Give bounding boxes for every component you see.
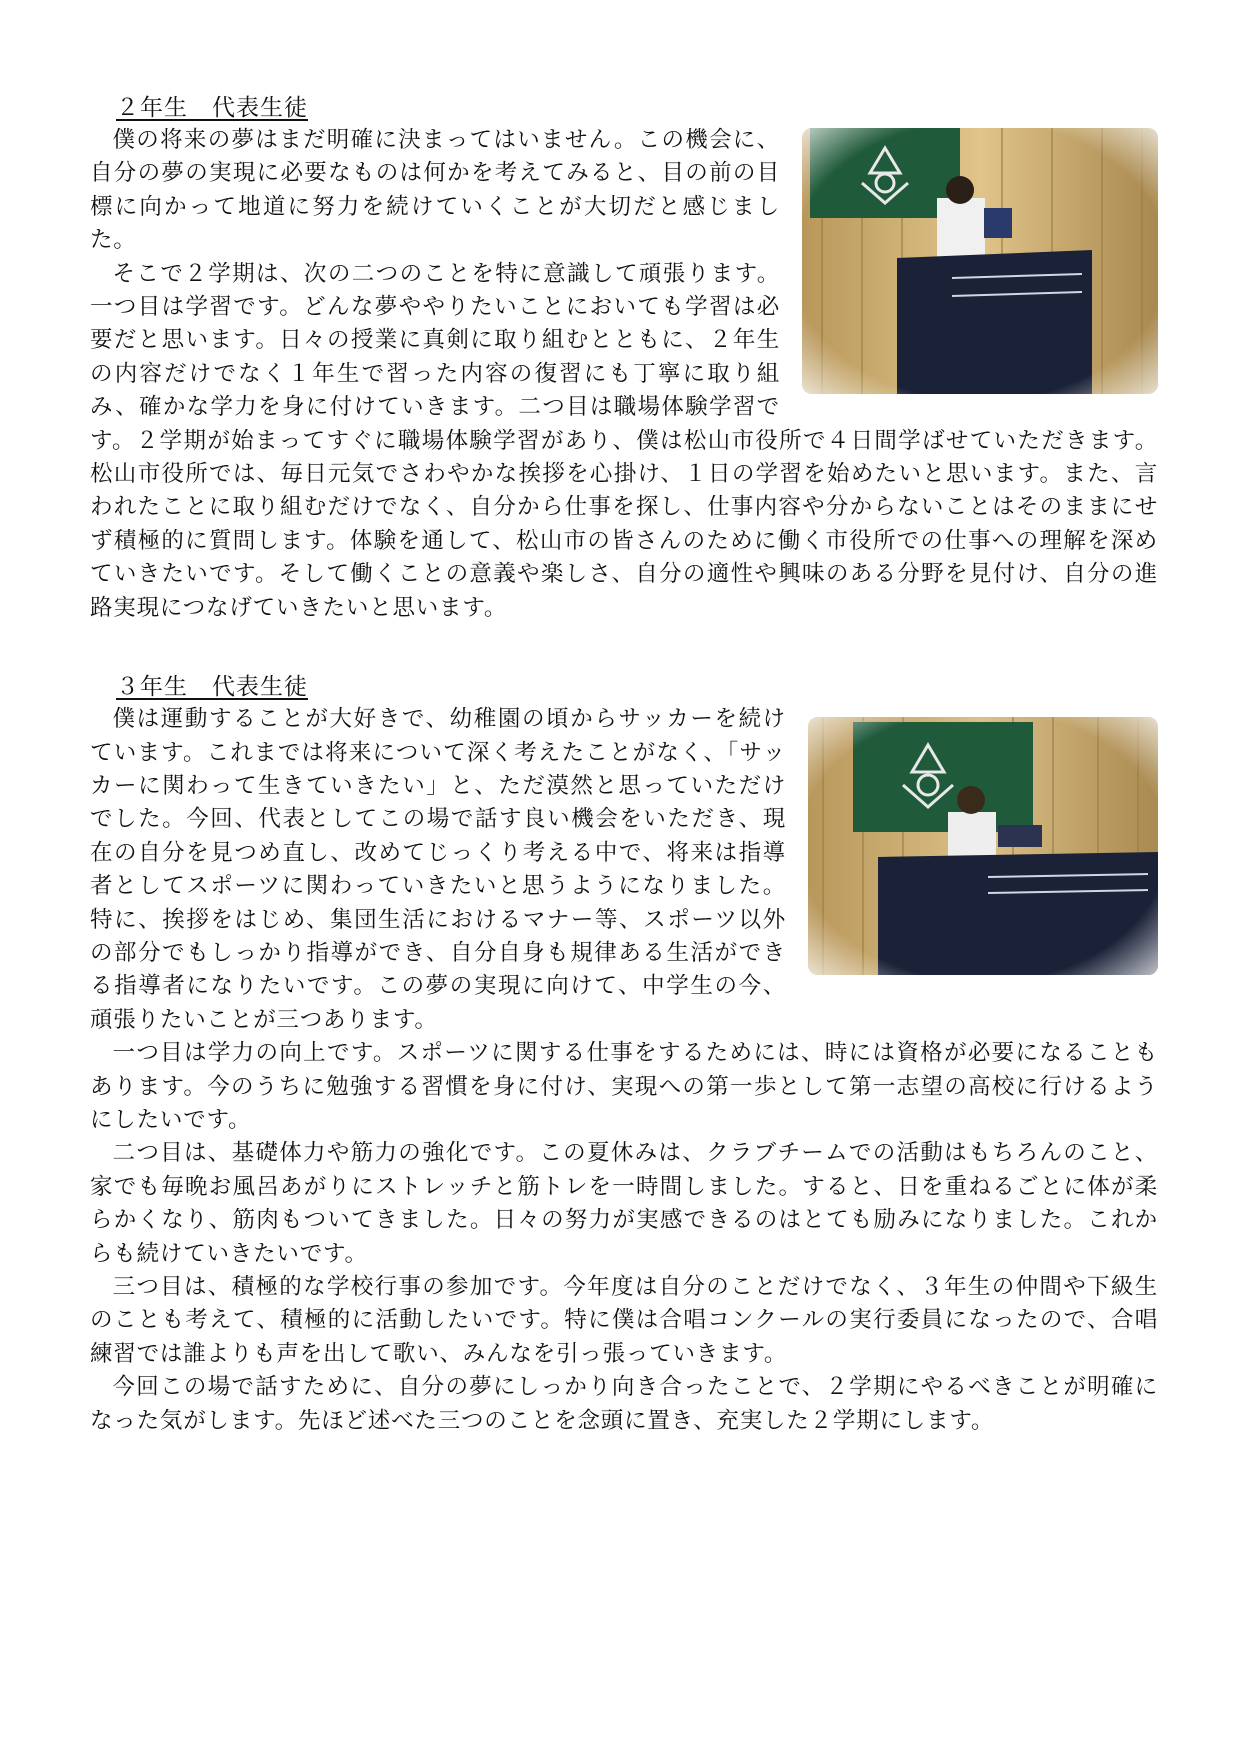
section-heading: ２年生 代表生徒	[116, 95, 308, 121]
speech-photo-3rd-year	[808, 717, 1158, 975]
speech-photo-2nd-year	[802, 128, 1158, 394]
section-2nd-year	[90, 92, 1158, 625]
paragraph: 三つ目は、積極的な学校行事の参加です。今年度は自分のことだけでなく、３年生の仲間や下級生のことも考えて、積極的に活動したいです。特に僕は合唱コンクールの実行委員になったので、合唱練習では誰よりも声を出して歌い、みんなを引っ張っていきます。	[90, 1274, 1158, 1367]
paragraph: 二つ目は、基礎体力や筋力の強化です。この夏休みは、クラブチームでの活動はもちろんのこと、家でも毎晩お風呂あがりにストレッチと筋トレを一時間しました。すると、日を重ねるごとに体が柔らかくなり、筋肉もついてきました。日々の努力が実感できるのはとても励みになりました。これからも続けていきたいです。	[90, 1140, 1158, 1267]
section-heading: ３年生 代表生徒	[116, 674, 308, 701]
paragraph: そこで２学期は、次の二つのことを特に意識して頑張ります。一つ目は学習です。どんな夢ややりたいことにおいても学習は必要だと思います。日々の授業に真剣に取り組むとともに、２年生の内容だけでなく１年生で習った内容の復習にも丁寧に取り組み、確かな学力を身に付けていきます。二つ目は職場体験学習です。２学期が始まってすぐに職場体験学習があり、僕は松山市役所で４日間学ばせていただきます。松山市役所では、毎日元気でさわやかな挨拶を心掛け、１日の学習を始めたいと思います。また、言われたことに取り組むだけでなく、自分から仕事を探し、仕事内容や分からないことはそのままにせず積極的に質問します。体験を通して、松山市の皆さんのために働く市役所での仕事への理解を深めていきたいです。そして働くことの意義や楽しさ、自分の適性や興味のある分野を見付け、自分の進路実現につなげていきたいと思います。	[90, 260, 1158, 621]
paragraph: 今回この場で話すために、自分の夢にしっかり向き合ったことで、２学期にやるべきことが明確になった気がします。先ほど述べた三つのことを念頭に置き、充実した２学期にします。	[90, 1374, 1158, 1434]
document-page	[90, 92, 1158, 1438]
paragraph: 僕の将来の夢はまだ明確に決まってはいません。この機会に、自分の夢の実現に必要なものは何かを考えてみると、目の前の目標に向かって地道に努力を続けていくことが大切だと感じました。	[90, 127, 780, 254]
paragraph: 一つ目は学力の向上です。スポーツに関する仕事をするためには、時には資格が必要になることもあります。今のうちに勉強する習慣を身に付け、実現への第一歩として第一志望の高校に行けるようにしたいです。	[90, 1040, 1158, 1133]
section-3rd-year	[90, 671, 1158, 1438]
paragraph: 僕は運動することが大好きで、幼稚園の頃からサッカーを続けています。これまでは将来について深く考えたことがなく、「サッカーに関わって生きていきたい」と、ただ漠然と思っていただけでした。今回、代表としてこの場で話す良い機会をいただき、現在の自分を見つめ直し、改めてじっくり考える中で、将来は指導者としてスポーツに関わっていきたいと思うようになりました。特に、挨拶をはじめ、集団生活におけるマナー等、スポーツ以外の部分でもしっかり指導ができ、自分自身も規律ある生活ができる指導者になりたいです。この夢の実現に向けて、中学生の今、頑張りたいことが三つあります。	[90, 706, 786, 1033]
